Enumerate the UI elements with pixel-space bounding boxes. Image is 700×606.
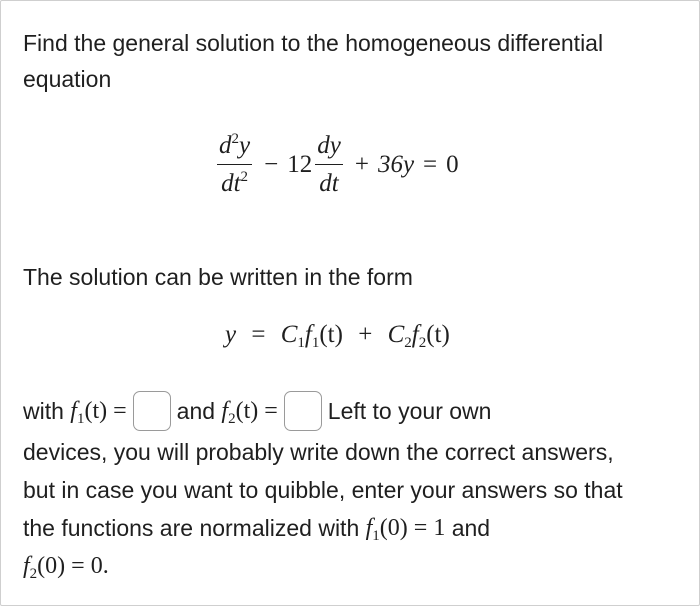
instruction-line-2: devices, you will probably write down the correct answers,: [23, 439, 614, 465]
coefficient: 12: [287, 151, 313, 178]
second-derivative-fraction: $\frac{d^2y}{dt^2}$: [219, 131, 251, 197]
solution-form-intro: The solution can be written in the form: [23, 264, 413, 290]
first-derivative-fraction: $\frac{dy}{dt}$: [317, 132, 341, 197]
instructions-paragraph: [23, 391, 691, 585]
general-solution-form: $y = C_1f_1(t) + C_2f_2(t)$: [225, 321, 450, 351]
f1-answer-input[interactable]: [133, 391, 171, 431]
f2-answer-input[interactable]: [284, 391, 322, 431]
problem-intro: Find the general solution to the homogeneous differential equation: [23, 30, 604, 92]
rhs: 0: [446, 151, 459, 178]
constant-term: 36y: [377, 151, 415, 178]
instruction-line-3: but in case you want to quibble, enter your answers so that: [23, 477, 623, 503]
differential-equation: $\frac{d^2y}{dt^2}$ − 12 $\frac{dy}{dt}$ + 36y = 0: [219, 131, 459, 197]
answer-row: with $f_1(t)$ = and $f_2(t)$ = Left to your own: [23, 391, 691, 431]
instruction-line-4: the functions are normalized with $f_1(0) = 1$ and: [23, 515, 491, 544]
instruction-line-5: $f_2(0) = 0$.: [23, 553, 109, 582]
